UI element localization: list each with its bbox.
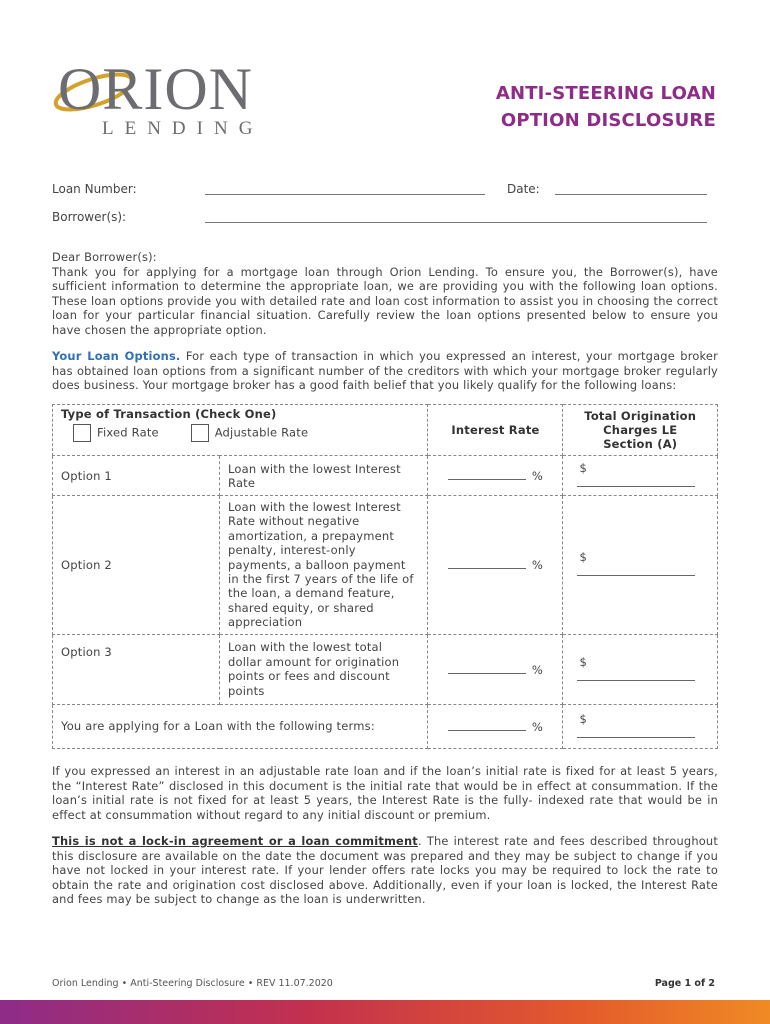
table-row: [53, 496, 718, 635]
option-1-label: Option 1: [53, 456, 220, 496]
title-line-2: OPTION DISCLOSURE: [500, 110, 716, 131]
origination-charges-heading: Total Origination Charges LE Section (A): [563, 405, 718, 456]
interest-rate-heading: Interest Rate: [428, 405, 563, 456]
borrowers-field[interactable]: [205, 222, 707, 223]
option-1-description: Loan with the lowest Interest Rate: [220, 456, 428, 496]
dollar-sign: $: [579, 550, 587, 565]
option-3-description: Loan with the lowest total dollar amount for origination points or fees and discount points: [220, 634, 428, 704]
charges-blank[interactable]: [577, 669, 695, 681]
loan-number-label: Loan Number:: [52, 182, 137, 196]
table-row: [53, 634, 718, 704]
date-label: Date:: [507, 182, 540, 196]
dollar-sign: $: [579, 654, 587, 669]
rate-blank[interactable]: [448, 662, 526, 674]
option-1-charges-cell[interactable]: [563, 456, 718, 496]
charges-blank[interactable]: [577, 564, 695, 576]
footer-document-info: Orion Lending • Anti-Steering Disclosure • REV 11.07.2020: [52, 978, 333, 989]
percent-sign: %: [531, 558, 544, 573]
footer-gradient-bar: [0, 1000, 770, 1024]
document-title: [496, 80, 716, 134]
option-3-label: Option 3: [53, 634, 220, 704]
loan-options-paragraph: [52, 349, 718, 393]
dollar-sign: $: [579, 461, 587, 475]
lock-in-paragraph: [52, 834, 718, 907]
borrowers-label: Borrower(s):: [52, 210, 127, 224]
rate-blank[interactable]: [448, 719, 526, 731]
rate-blank[interactable]: [448, 468, 526, 480]
lock-in-heading: This is not a lock-in agreement or a loan commitment: [52, 834, 418, 848]
rate-blank[interactable]: [448, 557, 526, 569]
lock-in-body: . The interest rate and fees described throughout this disclosure are available on the date the document was prepared and they may be subject to change if you have not locked in your interest rate. If your lender offers rate locks you may be required to lock the rate to obtain the rate and origination cost disclosed above. Additionally, even if your loan is locked, the Interest Rate and fees may be subject to change as the loan is underwritten.: [52, 834, 718, 907]
table-row: [53, 704, 718, 748]
charges-blank[interactable]: [577, 726, 695, 738]
option-2-label: Option 2: [53, 496, 220, 635]
title-line-1: ANTI-STEERING LOAN: [495, 83, 716, 104]
applying-rate-cell[interactable]: [428, 704, 563, 748]
table-row: [53, 456, 718, 496]
percent-sign: %: [531, 719, 544, 734]
option-2-charges-cell[interactable]: [563, 496, 718, 635]
adjustable-rate-checkbox[interactable]: [191, 424, 209, 442]
fixed-rate-label: Fixed Rate: [97, 425, 159, 440]
applying-terms-label: You are applying for a Loan with the following terms:: [53, 704, 428, 748]
table-header-row: [53, 405, 718, 456]
option-3-charges-cell[interactable]: [563, 634, 718, 704]
logo-subtitle: LENDING: [102, 118, 264, 139]
transaction-type-cell: [53, 405, 428, 456]
adjustable-rate-paragraph: If you expressed an interest in an adjustable rate loan and if the loan’s initial rate is fixed for at least 5 years, the “Interest Rate” disclosed in this document is the initial rate that would be in effect at consummation. If the loan’s initial rate is not fixed for at least 5 years, the Interest Rate is the fully- indexed rate that would be in effect at consummation without regard to any initial discount or premium.: [52, 764, 718, 822]
percent-sign: %: [531, 662, 544, 677]
fixed-rate-checkbox[interactable]: [73, 424, 91, 442]
logo-wordmark: ORION: [58, 56, 253, 122]
charges-blank[interactable]: [577, 475, 695, 487]
applying-charges-cell[interactable]: [563, 704, 718, 748]
option-2-rate-cell[interactable]: [428, 496, 563, 635]
percent-sign: %: [531, 469, 544, 483]
adjustable-rate-label: Adjustable Rate: [214, 425, 309, 440]
orion-lending-logo: [50, 58, 290, 140]
salutation: Dear Borrower(s):: [52, 250, 157, 264]
intro-paragraph: [52, 250, 718, 338]
option-1-rate-cell[interactable]: [428, 456, 563, 496]
option-3-rate-cell[interactable]: [428, 634, 563, 704]
transaction-type-heading: Type of Transaction (Check One): [61, 407, 277, 421]
option-2-description: Loan with the lowest Interest Rate without negative amortization, a prepayment penalty, interest-only payments, a balloon payment in the first 7 years of the life of the loan, a demand feature, shared equity, or shared appreciation: [220, 496, 428, 635]
loan-options-body: For each type of transaction in which you expressed an interest, your mortgage broker has obtained loan options from a significant number of the creditors with which your mortgage broker regularly does business. Your mortgage broker has a good faith belief that you likely qualify for the following loans:: [52, 349, 718, 393]
dollar-sign: $: [579, 711, 587, 726]
loan-number-field[interactable]: [205, 194, 485, 195]
page-number: Page 1 of 2: [654, 978, 715, 989]
date-field[interactable]: [555, 194, 707, 195]
intro-body: Thank you for applying for a mortgage loan through Orion Lending. To ensure you, the Borrower(s), have sufficient information to determine the appropriate loan, we are providing you with the following loan options. These loan options provide you with detailed rate and loan cost information to assist you in choosing the correct loan for your particular financial situation. Carefully review the loan options presented below to ensure you have chosen the appropriate option.: [52, 264, 718, 337]
loan-options-table: [52, 404, 718, 749]
loan-options-heading: Your Loan Options.: [52, 349, 181, 363]
